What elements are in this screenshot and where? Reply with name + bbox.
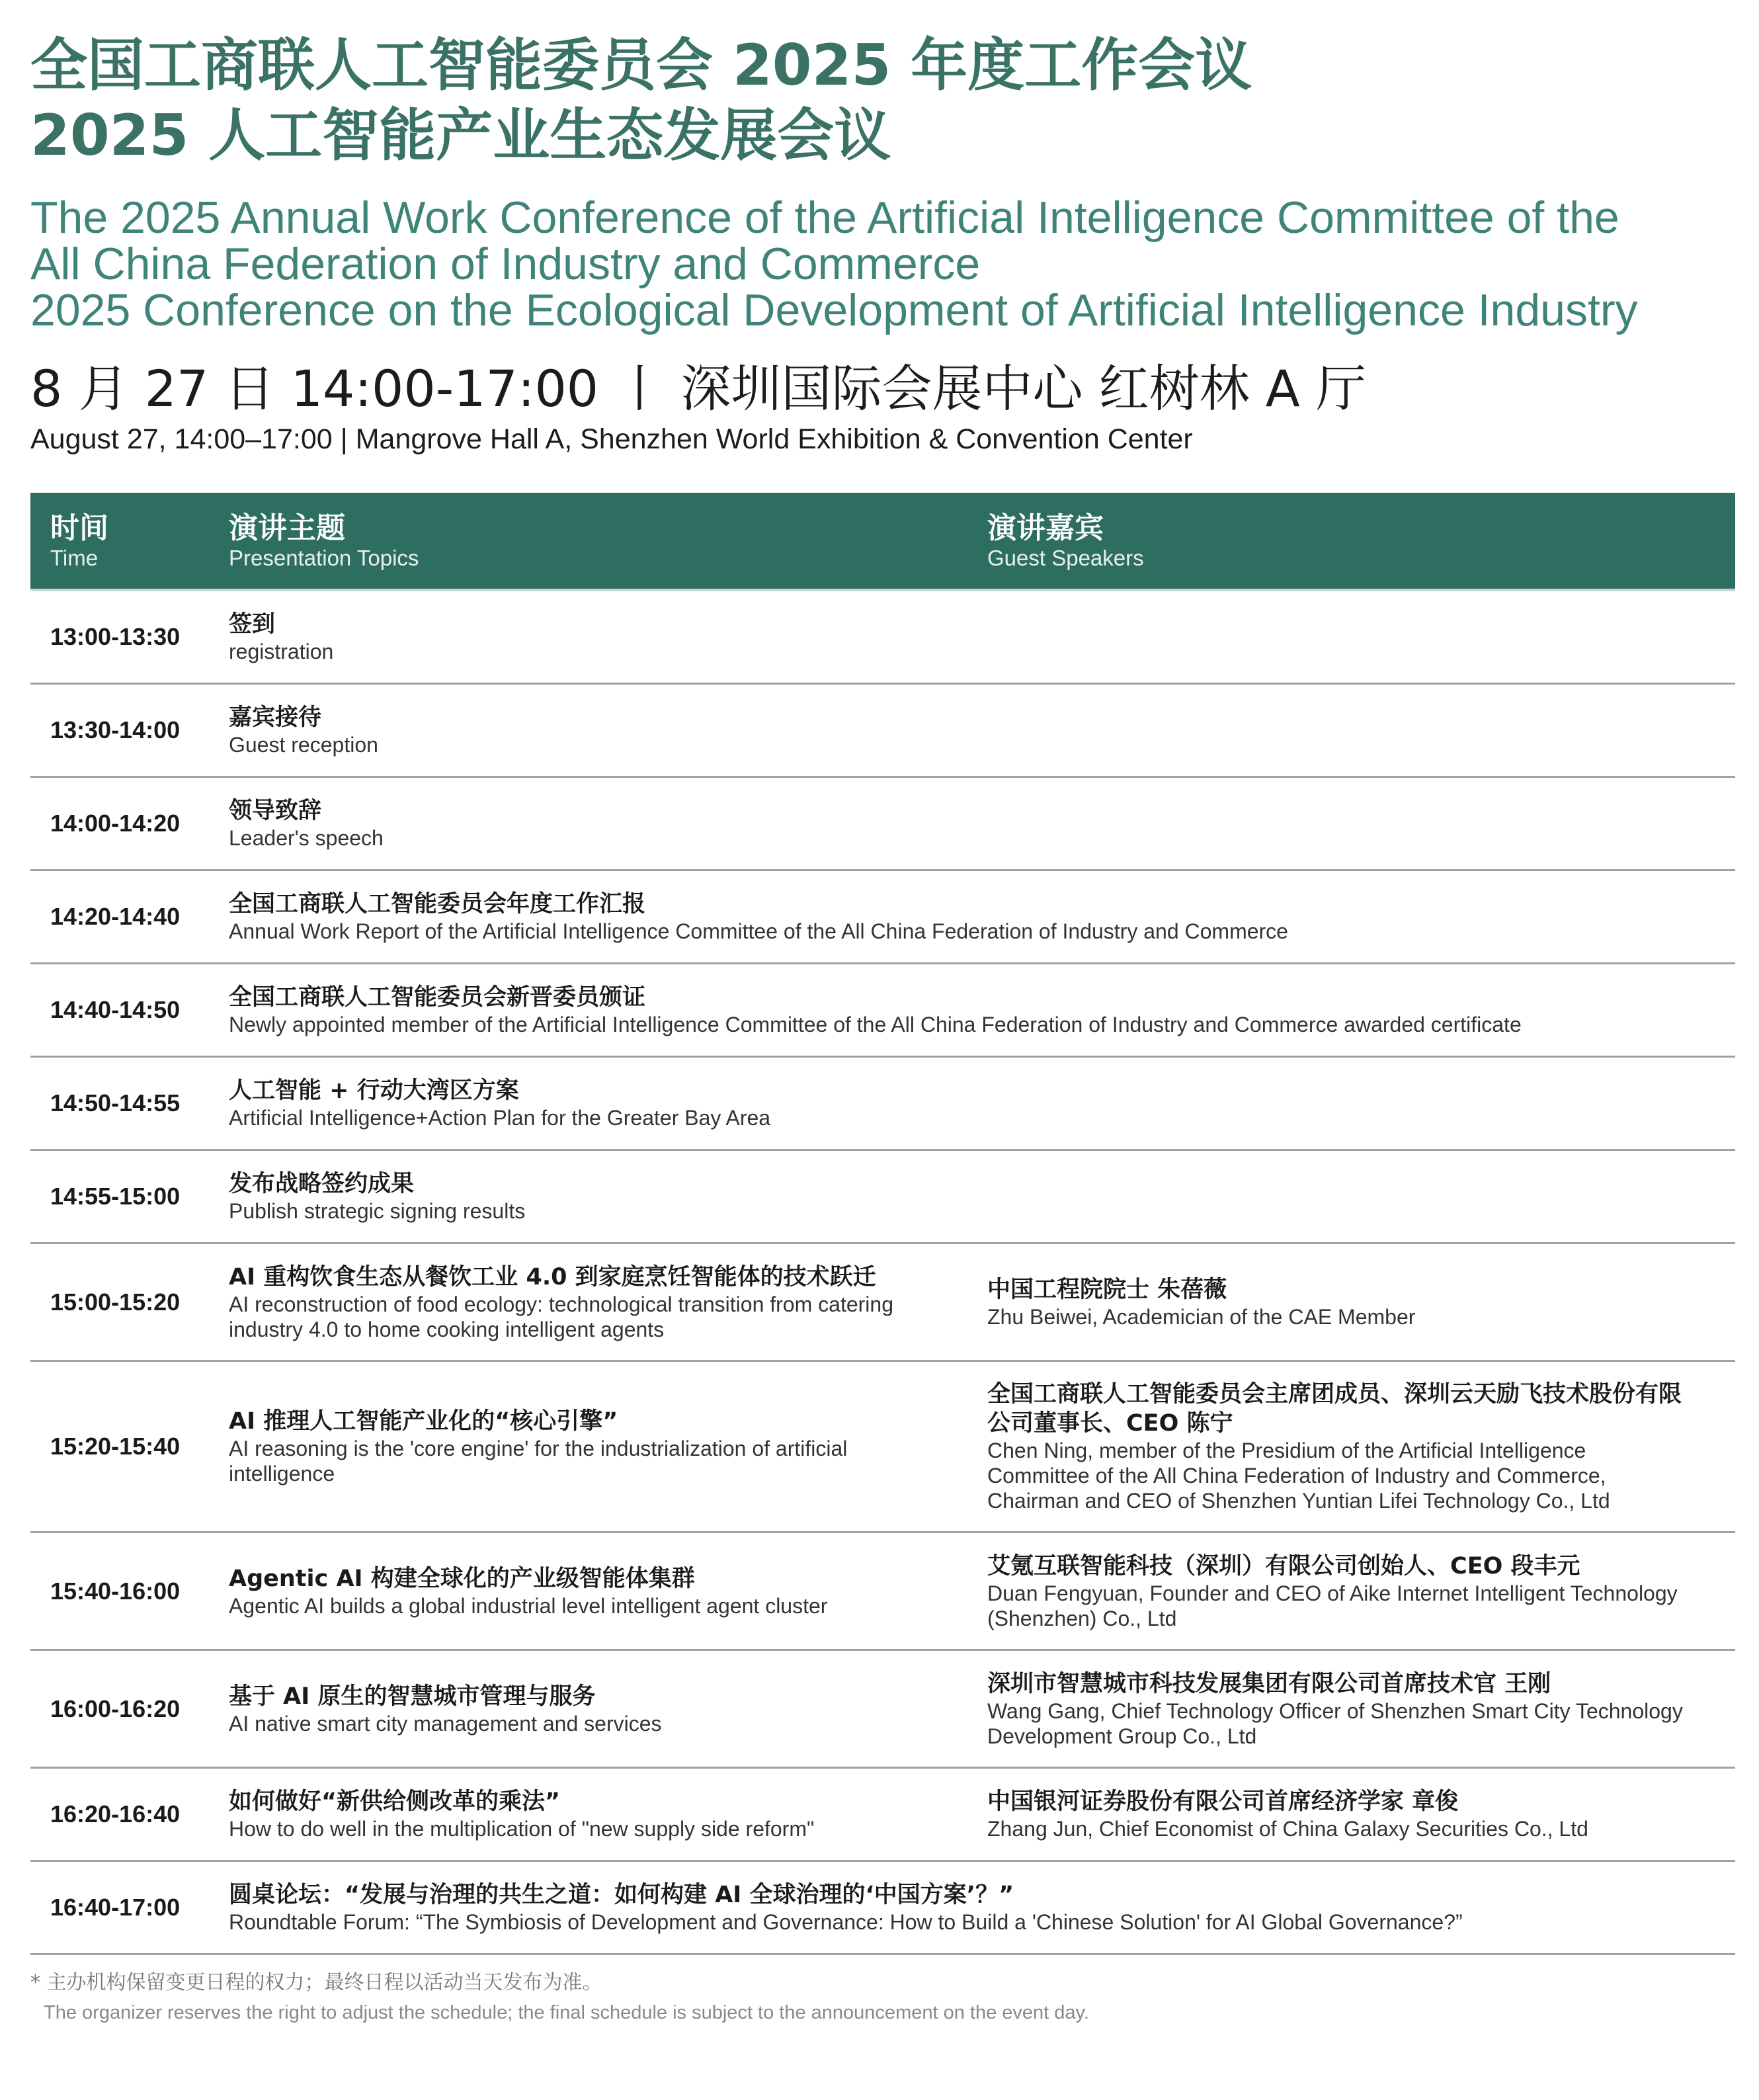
- table-row: [30, 964, 1735, 1058]
- table-row: [30, 1651, 1735, 1769]
- table-row: [30, 1769, 1735, 1862]
- title-en-line1: The 2025 Annual Work Conference of the Artificial Intelligence Committee of the: [30, 192, 1619, 243]
- topic-zh: 人工智能 + 行动大湾区方案: [229, 1077, 519, 1104]
- speaker-en-line1: Duan Fengyuan, Founder and CEO of Aike Internet Intelligent Technology: [987, 1581, 1678, 1605]
- header-time-zh: 时间: [50, 511, 108, 545]
- topic-zh: AI 重构饮食生态从餐饮工业 4.0 到家庭烹饪智能体的技术跃迁: [229, 1263, 876, 1290]
- row-time: 13:30-14:00: [50, 716, 181, 743]
- speaker-zh: 中国银河证券股份有限公司首席经济学家 章俊: [987, 1788, 1459, 1815]
- speaker-en-line2: (Shenzhen) Co., Ltd: [987, 1606, 1177, 1630]
- row-time: 14:00-14:20: [50, 810, 181, 837]
- table-row: [30, 1151, 1735, 1244]
- title-en-line3: 2025 Conference on the Ecological Development of Artificial Intelligence Industry: [30, 285, 1638, 335]
- topic-en: Newly appointed member of the Artificial Intelligence Committee of the All China Federation of Industry and Commerce awarded certificate: [229, 1013, 1522, 1036]
- topic-en: registration: [229, 640, 334, 663]
- topic-zh: Agentic AI 构建全球化的产业级智能体集群: [229, 1565, 695, 1592]
- table-row: [30, 1362, 1735, 1533]
- row-time: 16:00-16:20: [50, 1695, 181, 1722]
- speaker-zh: 中国工程院院士 朱蓓薇: [987, 1276, 1227, 1303]
- row-time: 14:40-14:50: [50, 996, 181, 1023]
- footnote-zh: * 主办机构保留变更日程的权力；最终日程以活动当天发布为准。: [30, 1971, 602, 1994]
- topic-zh: 如何做好“新供给侧改革的乘法”: [229, 1788, 561, 1815]
- table-header: [30, 493, 1735, 589]
- speaker-en: Zhang Jun, Chief Economist of China Galaxy Securities Co., Ltd: [987, 1817, 1588, 1841]
- title-zh: [30, 0, 1735, 171]
- topic-zh: AI 推理人工智能产业化的“核心引擎”: [229, 1408, 618, 1435]
- table-row: [30, 778, 1735, 871]
- table-row: [30, 1862, 1735, 1955]
- header-speaker: [987, 511, 1735, 589]
- row-time: 16:40-17:00: [50, 1894, 181, 1921]
- table-row: [30, 1058, 1735, 1151]
- topic-en-line1: AI reasoning is the 'core engine' for the industrialization of artificial: [229, 1437, 848, 1460]
- speaker-en-line3: Chairman and CEO of Shenzhen Yuntian Lifei Technology Co., Ltd: [987, 1489, 1610, 1513]
- row-time: 15:40-16:00: [50, 1577, 181, 1605]
- topic-zh: 发布战略签约成果: [229, 1171, 415, 1197]
- row-time: 15:00-15:20: [50, 1288, 181, 1316]
- title-en: [30, 194, 1735, 333]
- table-row: [30, 1533, 1735, 1651]
- row-time: 14:55-15:00: [50, 1183, 181, 1210]
- speaker-en-line2: Development Group Co., Ltd: [987, 1724, 1257, 1748]
- topic-en: Roundtable Forum: “The Symbiosis of Development and Governance: How to Build a 'Chinese Solution' for AI Global Governance?”: [229, 1910, 1463, 1934]
- topic-zh: 全国工商联人工智能委员会年度工作汇报: [229, 891, 646, 917]
- table-row: [30, 591, 1735, 685]
- topic-en-line2: intelligence: [229, 1462, 335, 1486]
- topic-zh: 领导致辞: [229, 798, 322, 824]
- header-topic-zh: 演讲主题: [229, 511, 345, 545]
- topic-zh: 圆桌论坛：“发展与治理的共生之道：如何构建 AI 全球治理的‘中国方案’？”: [229, 1882, 1014, 1908]
- speaker-zh: 深圳市智慧城市科技发展集团有限公司首席技术官 王刚: [987, 1670, 1551, 1697]
- table-row: [30, 1244, 1735, 1362]
- row-time: 13:00-13:30: [50, 623, 181, 650]
- title-zh-line1: 全国工商联人工智能委员会 2025 年度工作会议: [30, 32, 1252, 99]
- topic-en: Agentic AI builds a global industrial level intelligent agent cluster: [229, 1593, 828, 1618]
- speaker-zh-line2: 公司董事长、CEO 陈宁: [987, 1410, 1233, 1437]
- header-topic-en: Presentation Topics: [229, 546, 419, 570]
- topic-en: AI native smart city management and services: [229, 1711, 662, 1736]
- topic-en: Annual Work Report of the Artificial Intelligence Committee of the All China Federation of Industry and Commerce: [229, 919, 1288, 943]
- row-time: 16:20-16:40: [50, 1800, 181, 1827]
- speaker-zh: 艾氪互联智能科技（深圳）有限公司创始人、CEO 段丰元: [987, 1552, 1580, 1579]
- topic-zh: 基于 AI 原生的智慧城市管理与服务: [229, 1683, 596, 1710]
- title-en-line2: All China Federation of Industry and Commerce: [30, 239, 981, 289]
- topic-en: Leader's speech: [229, 826, 384, 850]
- title-zh-line2: 2025 人工智能产业生态发展会议: [30, 103, 891, 169]
- speaker-en: Zhu Beiwei, Academician of the CAE Member: [987, 1304, 1416, 1329]
- row-time: 14:50-14:55: [50, 1089, 181, 1116]
- date-venue-zh: 8 月 27 日 14:00-17:00 丨 深圳国际会展中心 红树林 A 厅: [30, 359, 1366, 418]
- speaker-en-line1: Chen Ning, member of the Presidium of the Artificial Intelligence: [987, 1439, 1586, 1462]
- footnote: [30, 1970, 1089, 2025]
- topic-en: Publish strategic signing results: [229, 1199, 526, 1223]
- topic-en: How to do well in the multiplication of "new supply side reform": [229, 1817, 815, 1841]
- agenda-table: [30, 493, 1735, 1955]
- topic-en-line2: industry 4.0 to home cooking intelligent agents: [229, 1317, 665, 1341]
- header-topic: [229, 511, 987, 589]
- footnote-en: The organizer reserves the right to adjust the schedule; the final schedule is subject to the announcement on the event day.: [44, 2002, 1089, 2023]
- topic-en: Guest reception: [229, 733, 378, 757]
- header-speaker-zh: 演讲嘉宾: [987, 511, 1104, 545]
- topic-zh: 全国工商联人工智能委员会新晋委员颁证: [229, 984, 646, 1011]
- header-time-en: Time: [50, 546, 99, 570]
- header-speaker-en: Guest Speakers: [987, 546, 1144, 570]
- topic-zh: 嘉宾接待: [229, 704, 322, 731]
- row-time: 15:20-15:40: [50, 1433, 181, 1460]
- topic-zh: 签到: [229, 611, 276, 638]
- speaker-en-line2: Committee of the All China Federation of Industry and Commerce,: [987, 1464, 1606, 1488]
- header-time: [30, 511, 229, 589]
- table-row: [30, 871, 1735, 964]
- table-row: [30, 685, 1735, 778]
- topic-en: Artificial Intelligence+Action Plan for the Greater Bay Area: [229, 1106, 771, 1130]
- speaker-en-line1: Wang Gang, Chief Technology Officer of Shenzhen Smart City Technology: [987, 1699, 1683, 1723]
- topic-en-line1: AI reconstruction of food ecology: technological transition from catering: [229, 1292, 893, 1316]
- row-time: 14:20-14:40: [50, 903, 181, 930]
- date-venue-en: August 27, 14:00–17:00 | Mangrove Hall A, Shenzhen World Exhibition & Convention Center: [30, 423, 1193, 455]
- speaker-zh-line1: 全国工商联人工智能委员会主席团成员、深圳云天励飞技术股份有限: [987, 1381, 1682, 1407]
